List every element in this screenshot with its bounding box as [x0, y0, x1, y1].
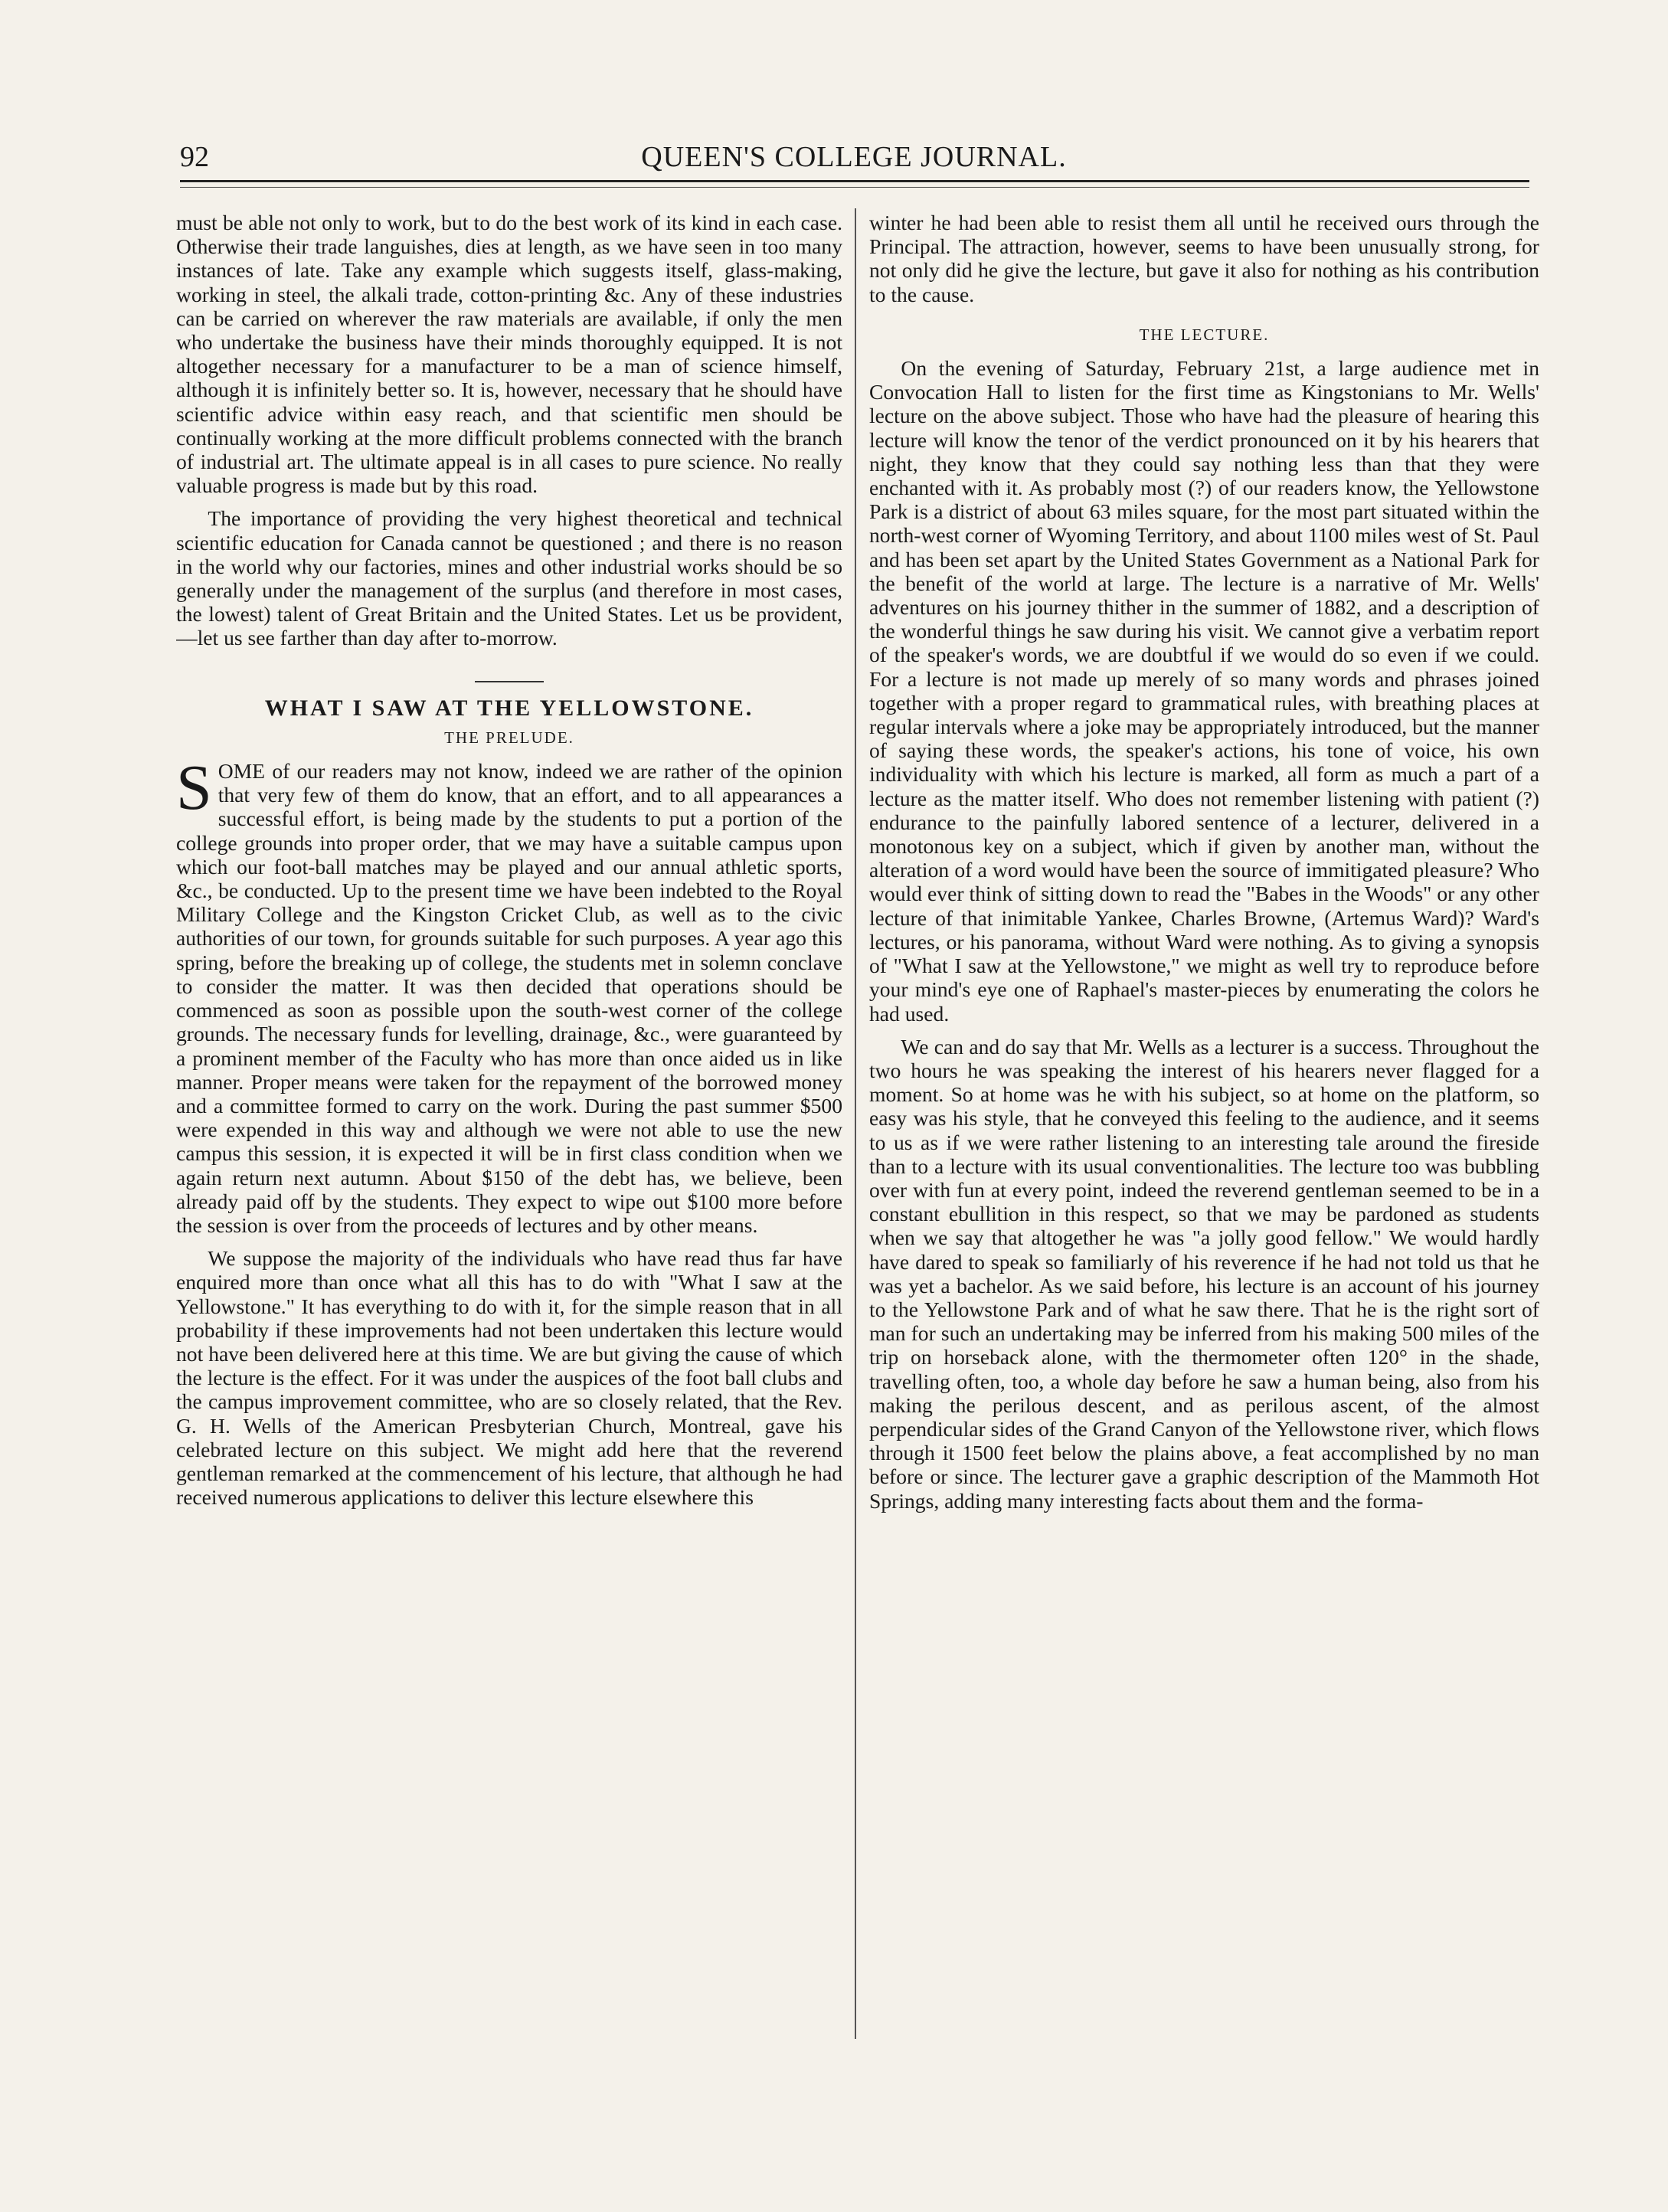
drop-cap: S	[176, 752, 212, 824]
left-paragraph-1: must be able not only to work, but to do the best work of its kind in each case. Otherwise their trade languishes, dies at length, as we have seen in too many instances of late. Take any example which suggests itself, glass-making, working in steel, the alkali trade, cotton-printing &c. Any of these industries can be carried on wherever the raw materials are available, if only the men who undertake the business have their minds thoroughly equipped. It is not altogether necessary for a manufacturer to be a man of science himself, although it is infinitely better so. It is, however, necessary that he should have scientific advice within easy reach, and that scientific men should be continually working at the more difficult problems connected with the branch of industrial art. The ultimate appeal is in all cases to pure science. No really valuable progress is made but by this road.	[176, 211, 842, 498]
section-heading-lecture: THE LECTURE.	[1139, 325, 1270, 344]
section-divider	[475, 681, 544, 682]
article-title: WHAT I SAW AT THE YELLOWSTONE.	[264, 695, 754, 721]
right-paragraph-2: On the evening of Saturday, February 21st, a large audience met in Convocation Hall to listen for the first time as Kingstonians to Mr. Wells' lecture on the above subject. Those who have had the pleasure of hearing this lecture will know the tenor of the verdict pronounced on it by his hearers that night, they know that they could say nothing less than that they were enchanted with it. As probably most (?) of our readers know, the Yellowstone Park is a district of about 63 miles square, for the most part situated within the north-west corner of Wyoming Territory, and about 1100 miles west of St. Paul and has been set apart by the United States Government as a National Park for the benefit of the world at large. The lecture is a narrative of Mr. Wells' adventures on his journey thither in the summer of 1882, and a description of the wonderful things he saw during his visit. We cannot give a verbatim report of the speaker's words, we are doubtful if we would do so even if we could. For a lecture is not made up merely of so many words and phrases joined together with a proper regard to grammatical rules, with breathing places at regular intervals where a joke may be appropriately introduced, but the manner of saying these words, the speaker's actions, his tone of voice, his own individuality with which his lecture is marked, all form as much a part of a lecture as the matter itself. Who does not remember listening with patient (?) endurance to the painfully labored sentence of a lecturer, delivered in a monotonous key on a subject, which if given by another man, without the alteration of a word would have been the source of immitigated pleasure? Who would ever think of sitting down to read the "Babes in the Woods" or any other lecture of that inimitable Yankee, Charles Browne, (Artemus Ward)? Ward's lectures, or his panorama, without Ward were nothing. As to giving a synopsis of "What I saw at the Yellowstone," we might as well try to reproduce before your mind's eye one of Raphael's master-pieces by enumerating the colors he had used.	[869, 356, 1539, 1026]
left-paragraph-2: The importance of providing the very highest theoretical and technical scientific education for Canada cannot be questioned ; and there is no reason in the world why our factories, mines and other industrial works should be so generally under the management of the surplus (and therefore in most cases, the lowest) talent of Great Britain and the United States. Let us be provident,—let us see farther than day after to-morrow.	[176, 506, 842, 650]
header-rule-thick	[180, 180, 1529, 182]
section-heading-prelude: THE PRELUDE.	[444, 728, 574, 747]
right-column	[869, 211, 1539, 2041]
right-paragraph-3: We can and do say that Mr. Wells as a lecturer is a success. Throughout the two hours he was speaking the interest of his hearers never flagged for a moment. So at home was he with his subject, so at home on the platform, so easy was his style, that he conveyed this feeling to the audience, and it seems to us as if we were rather listening to an interesting tale around the fireside than to a lecture with its usual conventionalities. The lecture too was bubbling over with fun at every point, indeed the reverend gentleman seemed to be in a constant ebullition in this respect, so that we may be pardoned as students when we say that altogether he was "a jolly good fellow." We would hardly have dared to speak so familiarly of his reverence if he had not told us that he was yet a bachelor. As we said before, his lecture is an account of his journey to the Yellowstone Park and of what he saw there. That he is the right sort of man for such an undertaking may be inferred from his making 500 miles of the trip on horseback alone, with the thermometer often 120° in the shade, travelling often, too, a whole day before he saw a human being, also from his making the perilous descent, and as perilous ascent, of the almost perpendicular sides of the Grand Canyon of the Yellowstone river, which flows through it 1500 feet below the plains above, a feat accomplished by no man before or since. The lecturer gave a graphic description of the Mammoth Hot Springs, adding many interesting facts about them and the forma-	[869, 1034, 1539, 1513]
column-divider	[855, 208, 856, 2039]
left-paragraph-4: We suppose the majority of the individuals who have read thus far have enquired more than once what all this has to do with "What I saw at the Yellowstone." It has everything to do with it, for the simple reason that in all probability if these improvements had not been undertaken this lecture would not have been delivered here at this time. We are but giving the cause of which the lecture is the effect. For it was under the auspices of the foot ball clubs and the campus improvement committee, who are so closely related, that the Rev. G. H. Wells of the American Presbyterian Church, Montreal, gave his celebrated lecture on this subject. We might add here that the reverend gentleman remarked at the commencement of his lecture, that although he had received numerous applications to deliver this lecture elsewhere this	[176, 1246, 842, 1510]
page-number: 92	[180, 141, 209, 173]
page-header	[180, 138, 1528, 176]
left-paragraph-3-text: OME of our readers may not know, indeed we are rather of the opinion that very few of them do know, that an effort, and to all appearances a successful effort, is being made by the students to put a portion of the college grounds into proper order, that we may have a suitable campus upon which our foot-ball matches may be played and our annual athletic sports, &c., be conducted. Up to the present time we have been indebted to the Royal Military College and the Kingston Cricket Club, as well as to the civic authorities of our town, for grounds suitable for such purposes. A year ago this spring, before the breaking up of college, the students met in solemn conclave to consider the matter. It was then decided that operations should be commenced as soon as possible upon the south-west corner of the college grounds. The necessary funds for levelling, drainage, &c., were guaranteed by a prominent member of the Faculty who has more than once aided us in like manner. Proper means were taken for the repayment of the borrowed money and a committee formed to carry on the work. During the past summer $500 were expended in this way and although we were not able to use the new campus this session, it is expected it will be in first class condition when we again return next autumn. About $150 of the debt has, we believe, been already paid off by the students. They expect to wipe out $100 more before the session is over from the proceeds of lectures and by other means.	[176, 759, 842, 1237]
header-rule-thin	[180, 187, 1529, 188]
left-paragraph-3	[176, 752, 842, 1237]
left-column	[176, 211, 842, 2041]
journal-title: QUEEN'S COLLEGE JOURNAL.	[641, 141, 1067, 173]
right-paragraph-1: winter he had been able to resist them all until he received ours through the Principal. The attraction, however, seems to have been unusually strong, for not only did he give the lecture, but gave it also for nothing as his contribution to the cause.	[869, 211, 1539, 306]
